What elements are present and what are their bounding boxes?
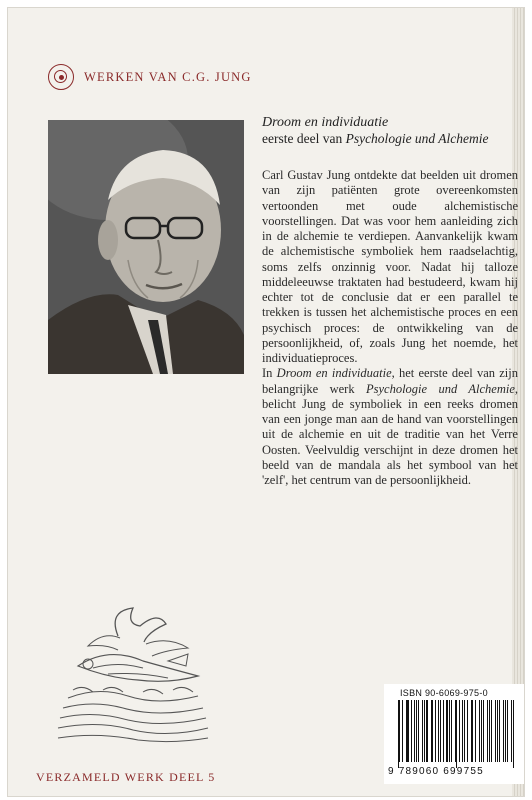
p2-text-b: , het eerste deel van zijn belangrijke werk xyxy=(262,366,518,396)
book-subtitle xyxy=(262,131,512,147)
subtitle-work: Psychologie und Alchemie xyxy=(345,131,489,146)
book-title-block xyxy=(262,115,512,147)
p2-text-a: In xyxy=(262,366,277,381)
author-portrait-illustration xyxy=(48,120,244,374)
subtitle-prefix: eerste deel van xyxy=(262,131,346,146)
blurb-paragraph-2 xyxy=(262,366,518,488)
author-photo xyxy=(48,120,244,374)
series-title: WERKEN VAN C.G. JUNG xyxy=(84,69,252,84)
mandala-emblem-icon xyxy=(48,64,74,90)
volume-footer: VERZAMELD WERK DEEL 5 xyxy=(36,770,216,784)
alchemical-woodcut-illustration xyxy=(48,606,216,746)
barcode-bars xyxy=(398,700,516,764)
series-header xyxy=(48,64,252,90)
book-title: Droom en individuatie xyxy=(262,115,389,130)
book-back-cover xyxy=(8,8,524,796)
barcode-panel xyxy=(384,684,524,784)
ean-digits: 9 789060 699755 xyxy=(388,766,484,777)
blurb-paragraph-1: Carl Gustav Jung ontdekte dat beelden uit dromen van zijn patiënten grote overeenkomsten vertoonden met oude alchemistische voorstellingen. Dat was voor hem aanleiding zich in de alchemie te verdiepen. Aanvankelijk kwam de alchemistische symboliek hem raadselachtig, soms zelfs onzinnig voor. Nadat hij talloze middeleeuwse traktaten had bestudeerd, kwam hij echter tot de conclusie dat er een parallel te trekken is tussen het alchemistische proces en een psychisch proces: de ontwikkeling van de persoonlijkheid, of, zoals Jung het noemde, het individuatieproces. xyxy=(262,168,518,365)
p2-title-italic: Droom en individuatie xyxy=(276,366,392,381)
isbn-label: ISBN 90-6069-975-0 xyxy=(400,688,488,698)
p2-text-c: , belicht Jung de symboliek in een reeks dromen van een jonge man aan de hand van voorstellingen uit de alchemie en uit de traditie van het Verre Oosten. Veelvuldig verschijnt in deze dromen het beeld van de mandala als het symbool van het 'zelf', het centrum van de persoonlijkheid. xyxy=(262,381,518,487)
blurb-text xyxy=(262,168,518,488)
p2-work-italic: Psychologie und Alchemie xyxy=(365,381,515,396)
